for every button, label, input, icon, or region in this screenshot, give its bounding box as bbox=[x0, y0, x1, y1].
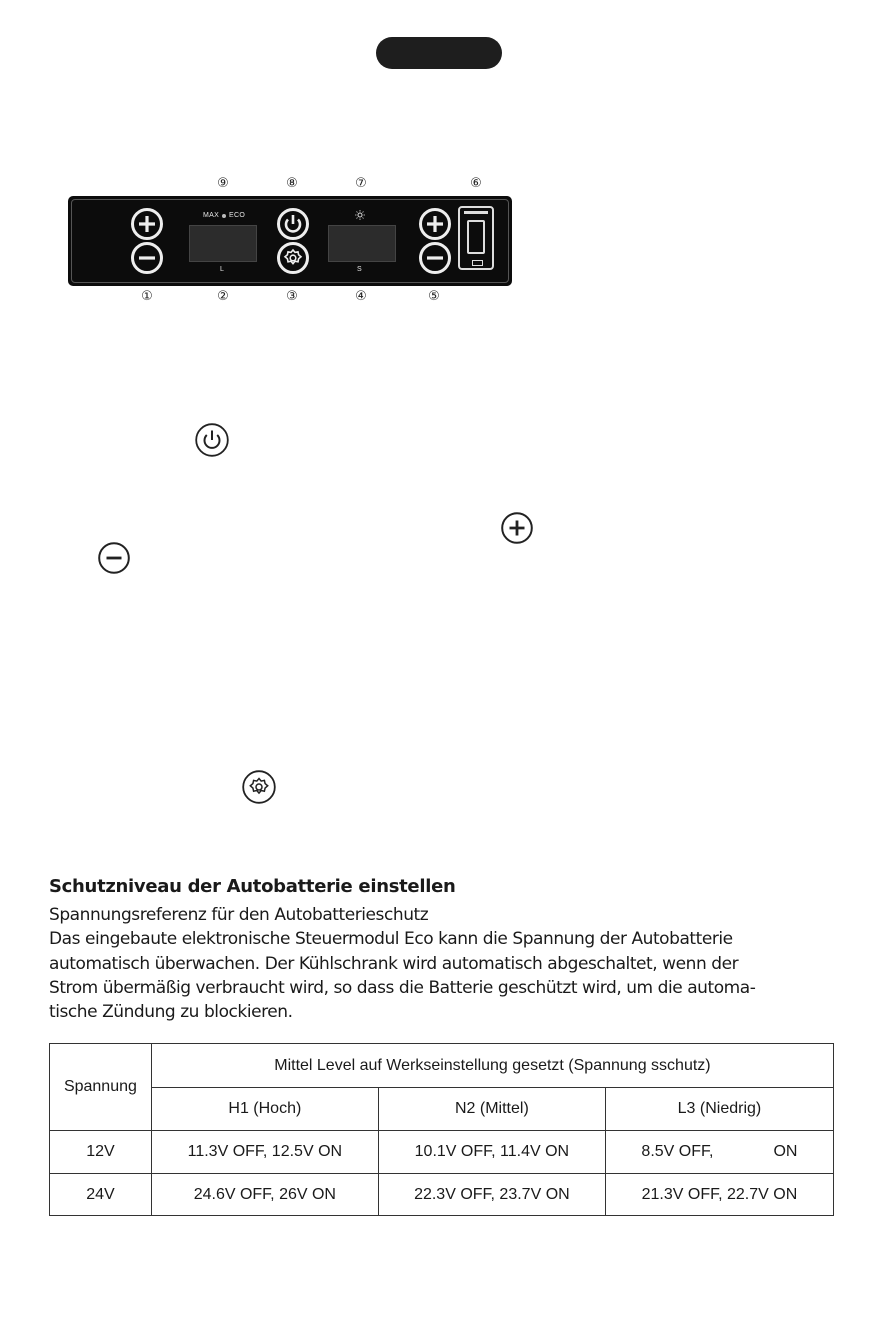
light-icon bbox=[355, 210, 365, 220]
eco-label: ECO bbox=[229, 212, 246, 219]
body-line: Das eingebaute elektronische Steuermodul Eco kann die Spannung der Autobatterie bbox=[49, 929, 733, 950]
usb-port-icon bbox=[458, 206, 494, 270]
callout-3: ③ bbox=[286, 289, 298, 304]
callout-9: ⑨ bbox=[217, 176, 229, 191]
body-line: Strom übermäßig verbraucht wird, so dass die Batterie geschützt wird, um die automa- bbox=[49, 977, 756, 998]
body-line: tische Zündung zu blockieren. bbox=[49, 1002, 293, 1023]
max-label: MAX bbox=[203, 212, 220, 219]
minus-icon bbox=[130, 241, 164, 275]
mode-indicator bbox=[222, 214, 226, 218]
title-pill bbox=[376, 37, 502, 69]
l3-cell: 21.3V OFF, 22.7V ON bbox=[605, 1174, 833, 1216]
n2-cell: 10.1V OFF, 11.4V ON bbox=[378, 1131, 605, 1174]
settings-icon bbox=[276, 241, 310, 275]
minus-icon bbox=[97, 541, 131, 575]
h1-cell: 11.3V OFF, 12.5V ON bbox=[151, 1131, 378, 1174]
settings-icon bbox=[241, 769, 277, 805]
power-icon bbox=[194, 422, 230, 458]
section-body bbox=[49, 903, 849, 1024]
section-subheading: Spannungsreferenz für den Autobatterieschutz bbox=[49, 905, 429, 925]
callout-2: ② bbox=[217, 289, 229, 304]
plus-icon bbox=[130, 207, 164, 241]
body-line: automatisch überwachen. Der Kühlschrank wird automatisch abgeschaltet, wenn der bbox=[49, 953, 739, 974]
voltage-cell: 24V bbox=[50, 1174, 152, 1216]
level-header-h1: H1 (Hoch) bbox=[151, 1088, 378, 1131]
level-header-n2: N2 (Mittel) bbox=[378, 1088, 605, 1131]
l-label: L bbox=[220, 266, 225, 273]
voltage-cell: 12V bbox=[50, 1131, 152, 1174]
l3-on-value: ON bbox=[773, 1143, 798, 1160]
minus-icon bbox=[418, 241, 452, 275]
display-left bbox=[189, 225, 257, 262]
l3-cell bbox=[605, 1131, 833, 1174]
callout-1: ① bbox=[141, 289, 153, 304]
callout-5: ⑤ bbox=[428, 289, 440, 304]
s-label: S bbox=[357, 266, 362, 273]
level-header-l3: L3 (Niedrig) bbox=[605, 1088, 833, 1131]
table-row bbox=[50, 1131, 834, 1174]
voltage-table bbox=[49, 1043, 834, 1216]
callout-8: ⑧ bbox=[286, 176, 298, 191]
callout-4: ④ bbox=[355, 289, 367, 304]
plus-icon bbox=[500, 511, 534, 545]
section-heading: Schutzniveau der Autobatterie einstellen bbox=[49, 876, 456, 897]
callout-6: ⑥ bbox=[470, 176, 482, 191]
callout-7: ⑦ bbox=[355, 176, 367, 191]
group-header: Mittel Level auf Werkseinstellung gesetzt (Spannung sschutz) bbox=[151, 1044, 833, 1088]
n2-cell: 22.3V OFF, 23.7V ON bbox=[378, 1174, 605, 1216]
plus-icon bbox=[418, 207, 452, 241]
table-row bbox=[50, 1174, 834, 1216]
power-icon bbox=[276, 207, 310, 241]
voltage-header: Spannung bbox=[50, 1044, 152, 1131]
h1-cell: 24.6V OFF, 26V ON bbox=[151, 1174, 378, 1216]
display-right bbox=[328, 225, 396, 262]
l3-off-value: 8.5V OFF, bbox=[641, 1143, 714, 1160]
